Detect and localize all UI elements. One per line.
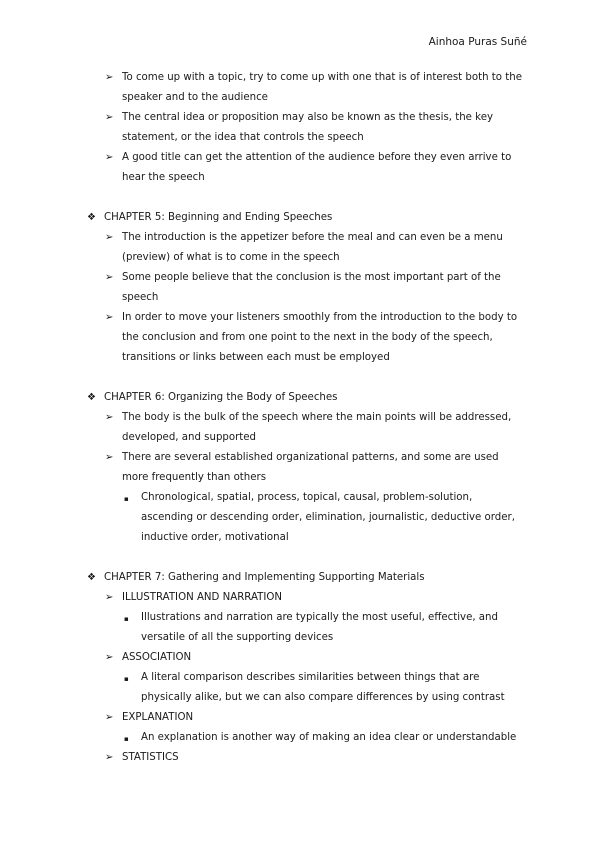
square-bullet-icon: ▪: [124, 675, 129, 683]
list-item-text: ILLUSTRATION AND NARRATION: [122, 592, 282, 603]
list-item-text: hear the speech: [122, 172, 205, 183]
arrow-bullet-icon: ➢: [105, 452, 114, 463]
list-item-text: CHAPTER 7: Gathering and Implementing Supporting Materials: [104, 572, 425, 583]
list-item-text: speaker and to the audience: [122, 92, 268, 103]
list-item-text: An explanation is another way of making an idea clear or understandable: [141, 732, 517, 743]
arrow-bullet-icon: ➢: [105, 112, 114, 123]
diamond-bullet-icon: ❖: [87, 572, 96, 583]
list-item-text: The central idea or proposition may also be known as the thesis, the key: [122, 112, 494, 123]
list-item-text: transitions or links between each must be employed: [122, 352, 390, 363]
list-item-text: versatile of all the supporting devices: [141, 632, 334, 643]
square-bullet-icon: ▪: [124, 495, 129, 503]
list-item-text: (preview) of what is to come in the speech: [122, 252, 340, 263]
list-item-text: To come up with a topic, try to come up with one that is of interest both to the: [122, 72, 522, 83]
arrow-bullet-icon: ➢: [105, 312, 114, 323]
list-item-text: developed, and supported: [122, 432, 257, 443]
list-item-text: inductive order, motivational: [141, 532, 289, 543]
list-item-text: A literal comparison describes similarities between things that are: [141, 672, 480, 683]
list-item-text: statement, or the idea that controls the speech: [122, 132, 364, 143]
list-item-text: A good title can get the attention of the audience before they even arrive to: [122, 152, 512, 163]
arrow-bullet-icon: ➢: [105, 752, 114, 763]
list-item-text: more frequently than others: [122, 472, 267, 483]
list-item-text: speech: [122, 292, 159, 303]
list-item-text: CHAPTER 5: Beginning and Ending Speeches: [104, 212, 333, 223]
list-item-text: STATISTICS: [122, 752, 179, 763]
arrow-bullet-icon: ➢: [105, 712, 114, 723]
list-item-text: Illustrations and narration are typically the most useful, effective, and: [141, 612, 498, 623]
arrow-bullet-icon: ➢: [105, 272, 114, 283]
page-header-author: Ainhoa Puras Suñé: [428, 36, 527, 48]
list-item-text: ascending or descending order, elimination, journalistic, deductive order,: [141, 512, 515, 523]
arrow-bullet-icon: ➢: [105, 232, 114, 243]
list-item-text: Chronological, spatial, process, topical, causal, problem-solution,: [141, 492, 473, 503]
arrow-bullet-icon: ➢: [105, 152, 114, 163]
list-item-text: EXPLANATION: [122, 712, 194, 723]
square-bullet-icon: ▪: [124, 735, 129, 743]
list-item-text: The introduction is the appetizer before the meal and can even be a menu: [122, 232, 503, 243]
list-item-text: In order to move your listeners smoothly from the introduction to the body to: [122, 312, 518, 323]
list-item-text: There are several established organizational patterns, and some are used: [122, 452, 499, 463]
arrow-bullet-icon: ➢: [105, 412, 114, 423]
list-item-text: ASSOCIATION: [122, 652, 192, 663]
arrow-bullet-icon: ➢: [105, 592, 114, 603]
list-item-text: physically alike, but we can also compare differences by using contrast: [141, 692, 505, 703]
diamond-bullet-icon: ❖: [87, 212, 96, 223]
diamond-bullet-icon: ❖: [87, 392, 96, 403]
list-item-text: the conclusion and from one point to the next in the body of the speech,: [122, 332, 493, 343]
list-item-text: The body is the bulk of the speech where the main points will be addressed,: [122, 412, 512, 423]
square-bullet-icon: ▪: [124, 615, 129, 623]
list-item-text: Some people believe that the conclusion is the most important part of the: [122, 272, 501, 283]
arrow-bullet-icon: ➢: [105, 72, 114, 83]
arrow-bullet-icon: ➢: [105, 652, 114, 663]
list-item-text: CHAPTER 6: Organizing the Body of Speeches: [104, 392, 338, 403]
